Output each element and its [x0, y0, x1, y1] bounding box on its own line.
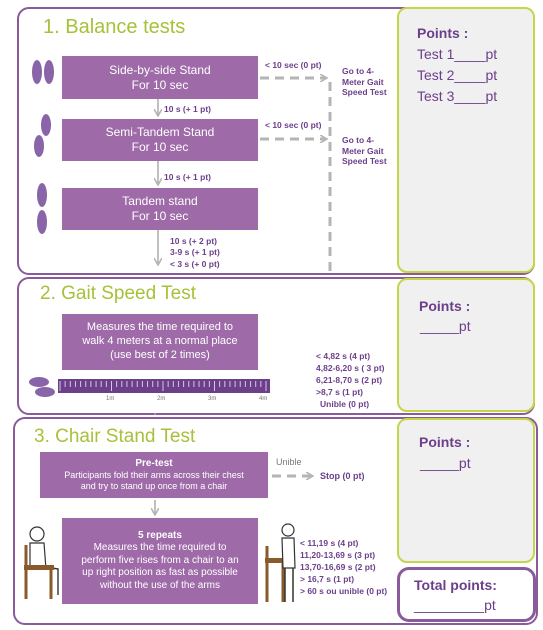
- ruler-label-4m: 4m: [259, 396, 268, 402]
- goto-gait-1: Go to 4- Meter Gait Speed Test: [342, 66, 387, 98]
- repeats-line4: without the use of the arms: [99, 579, 221, 591]
- balance-points-test2: Test 2____pt: [417, 67, 498, 83]
- tandem-line2: For 10 sec: [131, 209, 189, 223]
- side-by-side-line2: For 10 sec: [131, 77, 189, 92]
- side-by-side-fail-label: < 10 sec (0 pt): [265, 60, 322, 70]
- balance-points-title: Points :: [417, 25, 469, 41]
- unible-label: Unible: [276, 457, 302, 467]
- side-by-side-line1: Side-by-side Stand: [109, 62, 211, 77]
- standing-person-icon: [262, 522, 304, 604]
- tandem-line1: Tandem stand: [122, 194, 198, 208]
- repeats-line1: Measures the time required to: [93, 542, 227, 554]
- ruler-label-1m: 1m: [106, 396, 115, 402]
- seated-person-icon: [20, 525, 62, 601]
- chair-points-line: _____pt: [420, 455, 471, 471]
- chair-title: 3. Chair Stand Test: [34, 426, 196, 447]
- chair-points-title: Points :: [419, 434, 471, 450]
- semi-tandem-line2: For 10 sec: [131, 140, 189, 154]
- tandem-scores: 10 s (+ 2 pt) 3-9 s (+ 1 pt) < 3 s (+ 0 pt): [170, 236, 220, 269]
- total-points-line: _________pt: [414, 597, 496, 613]
- chair-scores: < 11,19 s (4 pt) 11,20-13,69 s (3 pt) 13,70-16,69 s (2 pt) > 16,7 s (1 pt) > 60 s ou unible (0 pt): [300, 538, 388, 596]
- balance-points-test3: Test 3____pt: [417, 88, 498, 104]
- goto-gait-2: Go to 4- Meter Gait Speed Test: [342, 135, 387, 167]
- gait-scores: < 4,82 s (4 pt) 4,82-6,20 s ( 3 pt) 6,21-8,70 s (2 pt) >8,7 s (1 pt) Unible (0 pt): [316, 351, 385, 409]
- pretest-title: Pre-test: [135, 457, 173, 469]
- gait-line2: walk 4 meters at a normal place: [82, 335, 238, 348]
- semi-tandem-fail-label: < 10 sec (0 pt): [265, 120, 322, 130]
- balance-title: 1. Balance tests: [43, 16, 186, 38]
- repeats-title: 5 repeats: [138, 529, 182, 541]
- side-by-side-pass-label: 10 s (+ 1 pt): [164, 104, 212, 114]
- gait-line1: Measures the time required to: [86, 321, 234, 334]
- stop-label: Stop (0 pt): [320, 471, 365, 481]
- gait-points-title: Points :: [419, 298, 471, 314]
- total-points-title: Total points:: [414, 577, 497, 593]
- balance-points-test1: Test 1____pt: [417, 46, 498, 62]
- gait-points-line: _____pt: [420, 318, 471, 334]
- ruler-label-3m: 3m: [208, 396, 217, 402]
- pretest-line1: Participants fold their arms across their chest: [64, 470, 244, 480]
- gait-title: 2. Gait Speed Test: [40, 283, 196, 304]
- semi-tandem-pass-label: 10 s (+ 1 pt): [164, 172, 212, 182]
- semi-tandem-line1: Semi-Tandem Stand: [105, 125, 215, 139]
- gait-line3: (use best of 2 times): [110, 348, 210, 361]
- repeats-line3: up right position as fast as possible: [82, 567, 238, 579]
- ruler-label-2m: 2m: [157, 396, 166, 402]
- repeats-line2: perform five rises from a chair to an: [81, 554, 239, 566]
- pretest-line2: and try to stand up once from a chair: [80, 481, 228, 492]
